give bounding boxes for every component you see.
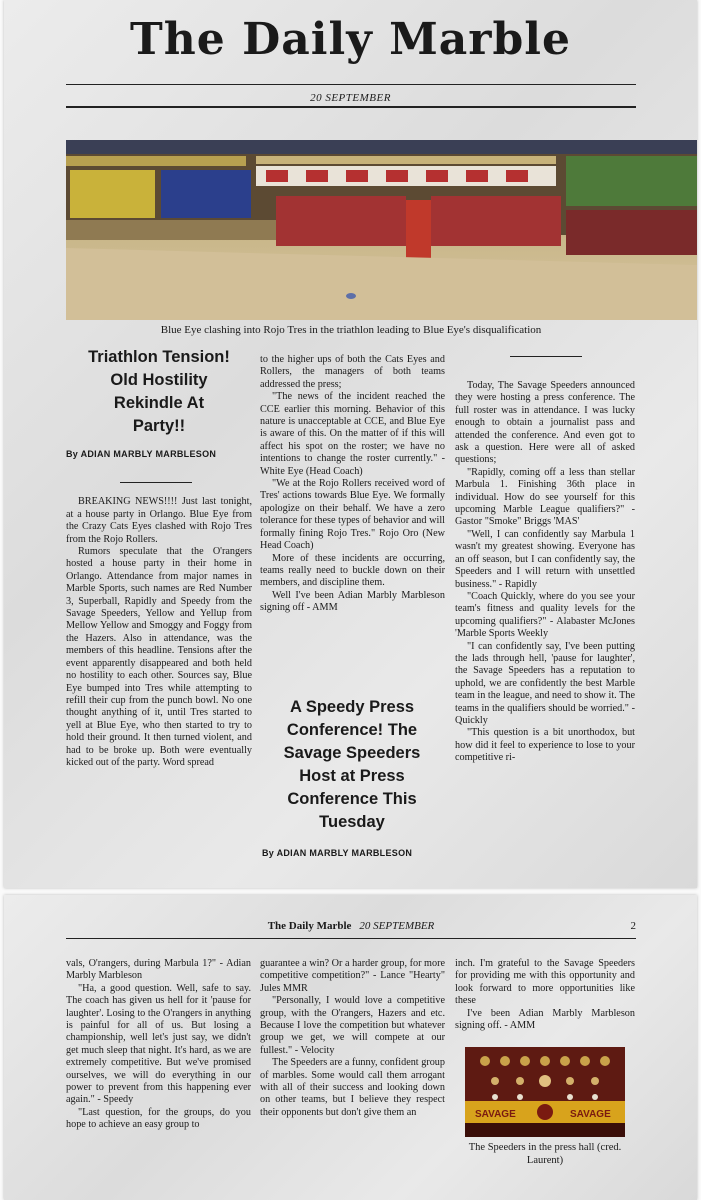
page2-header bbox=[66, 920, 636, 932]
stadium-illustration bbox=[66, 140, 697, 320]
paragraph: Well I've been Adian Marbly Marbleson signing off - AMM bbox=[260, 589, 445, 614]
paragraph: The Speeders are a funny, confident group of marbles. Some would call them arrogant with all of their success and looking down on other teams, but I believe they respect their opponents but don't give them an bbox=[260, 1057, 445, 1118]
banner-right-text: SAVAGE bbox=[570, 1109, 611, 1120]
paragraph: "This question is a bit unorthodox, but how did it feel to experience to lose to your competitive ri- bbox=[455, 727, 635, 764]
press-hall-caption: The Speeders in the press hall (cred. Laurent) bbox=[468, 1142, 622, 1166]
issue-date: 20 SEPTEMBER bbox=[310, 92, 391, 104]
paragraph: vals, O'rangers, during Marbula 1?" - Adian Marbly Marbleson bbox=[66, 958, 251, 982]
article1-byline: By ADIAN MARBLY MARBLESON bbox=[66, 449, 217, 459]
paragraph: guarantee a win? Or a harder group, for more competitive competition?" - Lance "Hearty" Jules MMR bbox=[260, 958, 445, 994]
paragraph: BREAKING NEWS!!!! Just last tonight, at a house party in Orlango. Blue Eye from the Crazy Cats Eyes clashed with Rojo Tres from the Rojo Rollers. bbox=[66, 496, 252, 545]
triathlon-photo bbox=[66, 140, 697, 320]
article1-column1 bbox=[66, 346, 252, 769]
page2-header-date: 20 SEPTEMBER bbox=[359, 920, 435, 932]
photo-caption: Blue Eye clashing into Rojo Tres in the triathlon leading to Blue Eye's disqualification bbox=[160, 324, 542, 336]
masthead-rule-top bbox=[66, 84, 636, 85]
article1-headline: Triathlon Tension! Old Hostility Rekindle At Party!! bbox=[88, 348, 230, 435]
paragraph: "Ha, a good question. Well, safe to say. The coach has given us hell for it 'pause for laughter'. Losing to the O'rangers in anything is painful for all of us. But losing a championship, well let's just say, we didn't get much sleep that night. It's hard, as we are extremely competitive. But we've promised ourselves, we will do everything in our power to prevent from this happening ever again." - Speedy bbox=[66, 982, 251, 1106]
article1-column2 bbox=[260, 354, 445, 615]
press-hall-illustration bbox=[465, 1047, 625, 1137]
page2-header-rule bbox=[66, 938, 636, 939]
paragraph: "The news of the incident reached the CCE earlier this morning. Behavior of this nature is unacceptable at CCE, and Blue Eye is aware of this. On the matter of if this will affect his spot on the roster; we have no intentions to change the roster currently." - White Eye (Head Coach) bbox=[260, 391, 445, 477]
article2-column3 bbox=[455, 380, 635, 765]
banner-left-text: SAVAGE bbox=[475, 1109, 516, 1120]
paragraph: "We at the Rojo Rollers received word of Tres' actions towards Blue Eye. We formally apologize on their behalf. We have a zero tolerance for these types of behavior and will formally fining Rojo Tres." Rojo Oro (New Head Coach) bbox=[260, 478, 445, 552]
paragraph: to the higher ups of both the Cats Eyes and Rollers, the managers of both teams addressed the press; bbox=[260, 354, 445, 390]
page2-column1 bbox=[66, 958, 251, 1132]
paragraph: "Rapidly, coming off a less than stellar Marbula 1. Finishing 36th place in individual. How do see yourself for this upcoming Marble League qualifiers?" - Gastor "Smoke" Briggs 'MAS' bbox=[455, 466, 635, 528]
paragraph: "Last question, for the groups, do you hope to achieve an easy group to bbox=[66, 1106, 251, 1131]
byline-rule bbox=[120, 482, 192, 483]
masthead-rule-bottom bbox=[66, 106, 636, 108]
page-number: 2 bbox=[630, 920, 636, 932]
paragraph: More of these incidents are occurring, teams really need to buckle down on their members, and discipline them. bbox=[260, 552, 445, 589]
paragraph: "Well, I can confidently say Marbula 1 wasn't my greatest showing. Everyone has an off season, but I can confidently say, the Speeders and I will return with unsettled business." - Rapidly bbox=[455, 528, 635, 590]
paragraph: Today, The Savage Speeders announced they were hosting a press conference. The full roster was in attendance. I was lucky enough to obtain a journalist pass and attended the conference. And even got to ask a question. Here were all of asked questions; bbox=[455, 380, 635, 466]
paragraph: Rumors speculate that the O'rangers hosted a house party in their home in Orlango. Attendance from major names in Marble Sports, such names are Red Number 3, Superball, Rapidly and Speedy from the Savage Speeders, Yellow and Yellup from Mellow Yellow and Smoggy and Foggy from the Hazers. Also in attendance, was the members of this headline. Tensions after the event apparently disappeared and both held no hostility to each other. Sources say, Blue Eye bumped into Tres while attempting to refill their cup from the punch bowl. No one thought anything of it, until Tres started to yell at Blue Eye, who then started to try to hold their ground. It then turned violent, and had to be broke up. Both were eventually kicked out of the party. Word spread bbox=[66, 546, 252, 768]
masthead: The Daily Marble bbox=[130, 14, 571, 65]
column3-rule bbox=[510, 356, 582, 357]
paragraph: inch. I'm grateful to the Savage Speeders for providing me with this opportunity and look forward to more opportunities like these bbox=[455, 958, 635, 1007]
paragraph: "Personally, I would love a competitive group, with the O'rangers, Hazers and etc. Because I love the competition but whatever group we get, we will compete at our fullest." - Velocity bbox=[260, 995, 445, 1056]
page2-header-title: The Daily Marble bbox=[267, 920, 352, 932]
article2-headline-block bbox=[262, 696, 442, 858]
page2-column3 bbox=[455, 958, 635, 1032]
press-hall-photo bbox=[465, 1047, 625, 1137]
page2-column2 bbox=[260, 958, 445, 1119]
paragraph: "I can confidently say, I've been putting the lads through hell, 'pause for laughter', the Savage Speeders has a reputation to uphold, we are confidently the best Marble team in the league, and need to show it. The teams in the qualifiers should be worried." - Quickly bbox=[455, 640, 635, 726]
paragraph: "Coach Quickly, where do you see your team's fitness and quality levels for the upcoming qualifiers?" - Alabaster McJones 'Marble Sports Weekly bbox=[455, 590, 635, 640]
article2-headline: A Speedy Press Conference! The Savage Speeders Host at Press Conference This Tuesday bbox=[283, 698, 421, 831]
article2-byline: By ADIAN MARBLY MARBLESON bbox=[262, 848, 413, 858]
paragraph: I've been Adian Marbly Marbleson signing off. - AMM bbox=[455, 1007, 635, 1032]
